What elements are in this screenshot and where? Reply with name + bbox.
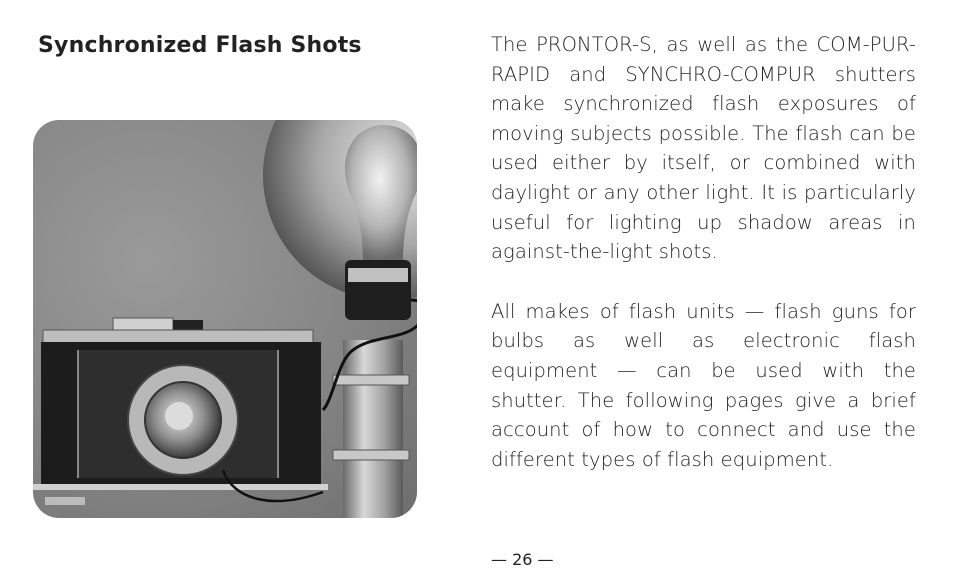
flash-pole	[343, 340, 403, 518]
page-number: — 26 —	[491, 550, 554, 569]
body-text	[491, 30, 916, 474]
camera-flash-photo	[33, 120, 417, 518]
camera-flash-illustration	[33, 120, 417, 518]
page-heading: Synchronized Flash Shots	[38, 33, 362, 58]
paragraph-1: The PRONTOR-S, as well as the COM-PUR-RAPID and SYNCHRO-COMPUR shutters make synchronized flash exposures of moving subjects possible. The flash can be used either by itself, or combined with daylight or any other light. It is particularly useful for lighting up shadow areas in against-the-light shots.	[491, 33, 916, 264]
paragraph-2: All makes of flash units — flash guns for bulbs as well as electronic flash equipment — can be used with the shutter. The following pages give a brief account of how to connect and use the different types of flash equipment.	[491, 299, 916, 471]
